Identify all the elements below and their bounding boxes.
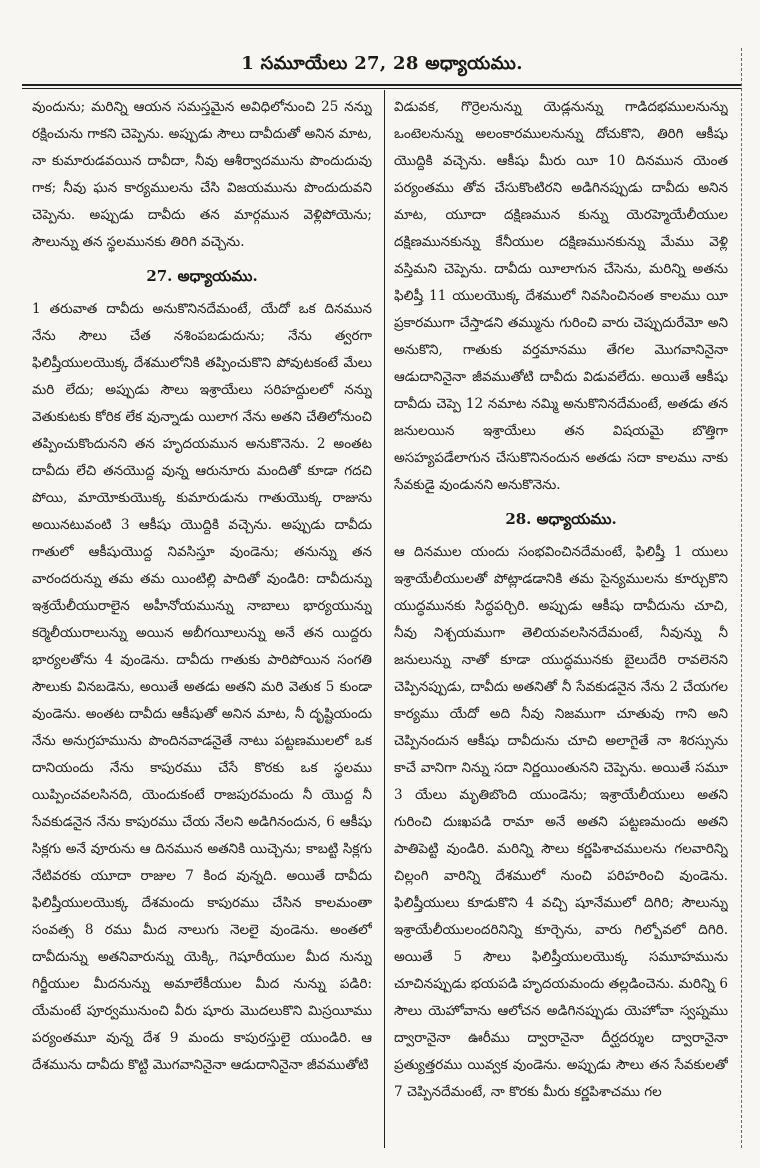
column-divider [384,90,385,1148]
header-rule [22,84,742,86]
chapter-28-heading: 28. అధ్యాయము. [505,510,617,528]
chapter-27-verses: 1 తరువాత దావీదు అనుకొనినదేమంటే, యేదో ఒక దినమున నేను సౌలు చేత నశింపబడుదును; నేను త్వరగా ఫిలిష్తీయులయొక్క దేశములోనికి తప్పించుకొని పోవుటకంటే మేలు మరి లేదు; అప్పుడు సౌలు ఇశ్రాయేలు సరిహద్దులలో నన్ను వెతుకుటకు కోరిక లేక వున్నాడు యిలాగ నేను అతని చేతిలోనుంచి తప్పించుకొందునని తన హృదయమున అనుకొనెను. 2 అంతట దావీదు లేచి తనయొద్ద వున్న ఆరునూరు మందితో కూడా గదచి పోయి, మాయోకుయొక్క కుమారుడును గాతుయొక్క రాజును అయినటువంటి 3 ఆకీషు యొద్దికి వచ్చెను. అప్పుడు దావీదు గాతులో ఆకీషుయొద్ద నివసిస్తూ వుండెను; తనున్ను తన వారందరున్ను తమ తమ యింటిల్లి పాదితో వుండిరి: దావీదున్ను ఇశ్రయేలీయురాలైన అహీనోయమున్ను నాబాలు భార్యయున్ను కర్మెలీయురాలున్ను అయిన అబీగయీలున్ను అనే తన యిద్దరు భార్యలతోను 4 వుండెను. దావీదు గాతుకు పారిపోయిన సంగతి సౌలుకు వినబడెను, అయితే అతడు అతని మరి వెతుక 5 కుండా వుండెను. అంతట దావీదు ఆకీషుతో అనిన మాట, నీ దృష్టియందు నేను అనుగ్రహమును పొందినవాడనైతే నాటు పట్టణములలో ఒక దానియందు నేను కాపురము చేసే కొరకు ఒక స్థలము యిప్పించవలసినది, యెందుకంటే రాజపురమందు నీ యొద్ద నీ సేవకుడనైన నేను కాపురము చేయ నేలని అడిగినందున, 6 ఆకీషు సిక్లగు అనే వూరును ఆ దినమున అతనికి యిచ్చెను; కాబట్టి సిక్లగు నేటివరకు యూదా రాజుల 7 కింద వున్నది. అయితే దావీదు ఫిలిష్తీయులయొక్క దేశమందు కాపురము చేసిన కాలమంతా సంవత్స 8 రము మీద నాలుగు నెలలై వుండెను. అంతలో దావీదున్ను అతనివారున్ను యెక్కి, గెషూరీయుల మీద నున్ను గిర్జీయుల మీదనున్ను అమాలేకీయుల మీద నున్ను పడిరి: యేమంటే పూర్వమునుంచి వీరు షూరు మొదలుకొని మిస్రయీము పర్యంతమూ వున్న దేశ 9 మందు కాపురస్తులై యుండిరి. ఆ దేశమును దావీదు కొట్టి మొగవానినైనా ఆడుదానినైనా జీవముతోటి [32,301,372,1073]
left-column [32,94,372,1144]
page-header [22,48,742,82]
bible-page [22,48,742,1148]
right-column [394,94,728,1144]
right-intro-text: విడువక, గొర్రెలనున్ను యెడ్లనున్ను గాడిదభములనున్ను ఒంటెలనున్ను అలంకారములనున్ను దోచుకొని, తిరిగి ఆకీషు యొద్దికి వచ్చెను. ఆకీషు మీరు యీ 10 దినమున యెంత పర్యంతము తోవ చేసుకొంటిరని అడిగినప్పుడు దావీదు అనిన మాట, యూదా దక్షిణమున కున్ను యెరహ్మెయేలీయుల దక్షిణమునకున్ను కేనీయుల దక్షిణమునకున్ను మేము వెళ్లి వస్తిమని చెప్పెను. దావీదు యీలాగున చేసెను, మరిన్ని అతను ఫిలిష్తీ 11 యులయొక్క దేశములో నివసించినంత కాలము యీ ప్రకారముగా చేస్తాడని తమ్మును గురించి వారు చెప్పుదురేమో అని అనుకొని, గాతుకు వర్తమానము తేగల మొగవానినైనా ఆడుదానినైనా జీవముతోటి దావీదు విడువలేదు. అయితే ఆకీషు దావీదు చెప్పె 12 నమాట నమ్మి అనుకొనినదేమంటే, అతడు తన జనులయిన ఇశ్రాయేలు తన విషయమై బొత్తిగా అసహ్యపడేలాగున చేసుకొనినందున అతడు సదా కాలము నాకు సేవకుడై వుండునని అనుకొనెను. [394,99,728,493]
chapter-27-heading: 27. అధ్యాయము. [146,267,258,285]
page-edge-line [741,48,742,1148]
left-intro-text: వుందును; మరిన్ని ఆయన సమస్తమైన అవిధిలోనుంచి 25 నన్ను రక్షించును గాకని చెప్పెను. అప్పుడు సౌలు దావీదుతో అనిన మాట, నా కుమారుడవయిన దావీదా, నీవు ఆశీర్వాదమును పొందుదువు గాక; నీవు ఘన కార్యములను చేసి విజయమును పొందుదువని చెప్పెను. అప్పుడు దావీదు తన మార్గమున వెళ్లిపోయెను; సౌలున్ను తన స్థలమునకు తిరిగి వచ్చెను. [32,99,372,250]
chapter-28-verses: ఆ దినముల యందు సంభవించినదేమంటే, ఫిలిష్తీ 1 యులు ఇశ్రాయేలీయులతో పోట్లాడడానికి తమ సైన్యములను కూర్చుకొని యుద్ధమునకు సిద్ధపర్చిరి. అప్పుడు ఆకీషు దావీదును చూచి, నీవు నిశ్చయముగా తెలియవలసినదేమంటే, నీవున్ను నీ జనులున్ను నాతో కూడా యుద్ధమునకు బైలుదేరి రావలెనని చెప్పినప్పుడు, దావీదు అతనితో నీ సేవకుడనైన నేను 2 చేయగల కార్యము యేదో అది నీవు నిజముగా చూతువు గాని అని చెప్పినందున ఆకీషు దావీదును చూచి అలాగైతే నా శిరస్సును కాచే వానిగా నిన్ను సదా నిర్ణయింతునని చెప్పెను. అయితే సమూ 3 యేలు మృతిబొంది యుండెను; ఇశ్రాయేలీయులు అతని గురించి దుఃఖపడి రామా అనే అతని పట్టణమందు అతని పాతిపెట్టి వుండిరి. మరిన్ని సౌలు కర్ణపిశాచములను గలవారిన్ని చిల్లంగి వారిన్ని దేశములో నుంచి పరిహరించి వుండెను. ఫిలిష్తీయులు కూడుకొని 4 వచ్చి షూనేములో దిగిరి; సౌలున్ను ఇశ్రాయేలీయులందరినిన్ని కూర్చెను, వారు గిల్బోవలో దిగిరి. అయితే 5 సౌలు ఫిలిష్తీయులయొక్క సమూహమును చూచినప్పుడు భయపడి హృదయమందు తల్లడించెను. మరిన్ని 6 సౌలు యెహోవాను ఆలోచన అడిగినప్పుడు యెహోవా స్వప్నము ద్వారానైనా ఊరీము ద్వారానైనా దీర్ఘదర్శుల ద్వారానైనా ప్రత్యుత్తరము యివ్వక వుండెను. అప్పుడు సౌలు తన సేవకులతో 7 చెప్పినదేమంటే, నా కొరకు మీరు కర్ణపిశాచము గల [394,544,728,1100]
page-title: 1 సమూయేలు 27, 28 అధ్యాయము. [241,52,523,74]
header-rule-thin [22,88,742,89]
